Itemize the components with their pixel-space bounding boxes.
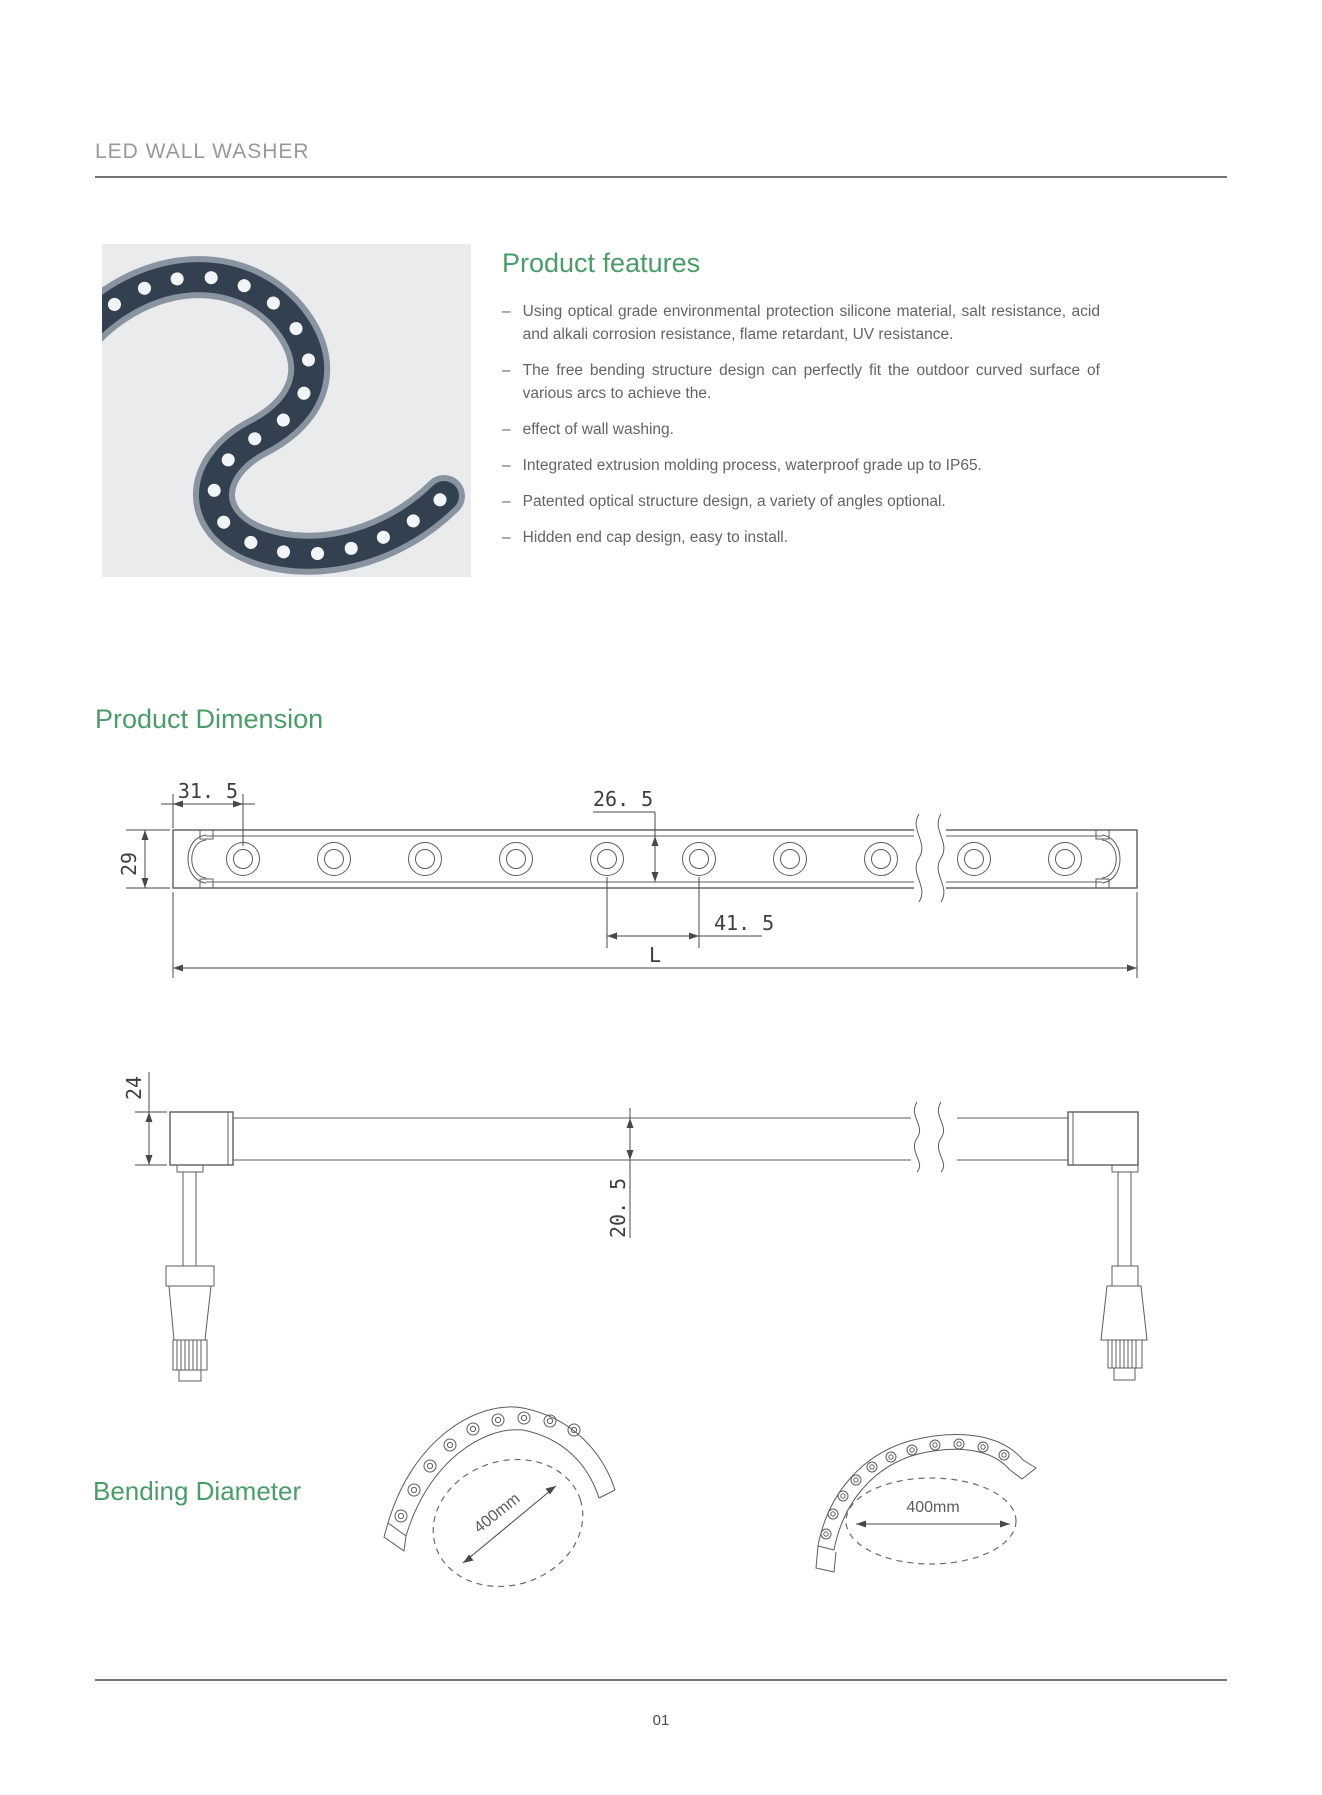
- svg-text:400mm: 400mm: [471, 1490, 524, 1537]
- dimension-title: Product Dimension: [95, 704, 324, 734]
- bar-side: [170, 1112, 1138, 1165]
- svg-text:41. 5: 41. 5: [714, 911, 775, 935]
- led: [774, 843, 807, 876]
- feature-item: – Using optical grade environmental protection silicone material, salt resistance, acid and alkali corrosion resistance, flame retardant, UV resistance.: [502, 300, 1100, 346]
- svg-text:31. 5: 31. 5: [177, 779, 239, 803]
- bending-diagram-right: [788, 1398, 1083, 1583]
- footer-divider: [95, 1679, 1227, 1681]
- dim-29: [117, 830, 170, 888]
- bent-strip: [384, 1407, 615, 1551]
- top-view-drawing: [88, 756, 1233, 991]
- features-title: Product features: [502, 248, 701, 278]
- led: [683, 843, 716, 876]
- strip-leds: [395, 1412, 580, 1522]
- side-view-drawing: [95, 1048, 1240, 1393]
- page-number: 01: [652, 1712, 670, 1729]
- dim-400mm-right: [856, 1499, 1010, 1528]
- bullet-dash: –: [502, 529, 511, 546]
- bend-circle: [417, 1441, 600, 1606]
- feature-item: – Integrated extrusion molding process, waterproof grade up to IP65.: [502, 454, 1100, 477]
- svg-text:24: 24: [122, 1075, 146, 1100]
- led: [1049, 843, 1082, 876]
- svg-text:26. 5: 26. 5: [593, 787, 654, 811]
- bullet-dash: –: [502, 421, 511, 438]
- led: [500, 843, 533, 876]
- bending-title: Bending Diameter: [93, 1476, 302, 1506]
- page-title: LED WALL WASHER: [95, 140, 310, 163]
- feature-item: – Hidden end cap design, easy to install.: [502, 526, 1100, 549]
- dim-400mm-left: [463, 1486, 556, 1563]
- bend-circle: [846, 1478, 1016, 1564]
- product-photo: [102, 244, 471, 577]
- break-symbol: [914, 814, 946, 902]
- bullet-dash: –: [502, 493, 511, 510]
- dim-20-5: [606, 1108, 634, 1238]
- led-strip-photo-drawing: [102, 244, 471, 577]
- left-cable-connector: [166, 1165, 214, 1381]
- svg-text:29: 29: [117, 851, 141, 876]
- led: [958, 843, 991, 876]
- led: [591, 843, 624, 876]
- svg-text:L: L: [648, 943, 662, 967]
- led: [865, 843, 898, 876]
- led: [318, 843, 351, 876]
- feature-item: – The free bending structure design can perfectly fit the outdoor curved surface of various arcs to achieve the.: [502, 359, 1100, 405]
- right-cable-connector: [1101, 1165, 1147, 1380]
- led: [409, 843, 442, 876]
- feature-item: – Patented optical structure design, a variety of angles optional.: [502, 490, 1100, 513]
- svg-text:400mm: 400mm: [906, 1499, 960, 1516]
- bending-diagram-left: [368, 1378, 673, 1623]
- bullet-dash: –: [502, 303, 511, 320]
- features-list: [502, 300, 1100, 562]
- led: [227, 843, 260, 876]
- header-divider: [95, 176, 1227, 178]
- dim-length: [173, 892, 1137, 978]
- dim-24: [122, 1072, 167, 1165]
- bullet-dash: –: [502, 457, 511, 474]
- break-symbol: [911, 1102, 957, 1172]
- bullet-dash: –: [502, 362, 511, 379]
- svg-text:20. 5: 20. 5: [606, 1177, 630, 1238]
- feature-item: – effect of wall washing.: [502, 418, 1100, 441]
- led-row: [227, 843, 1082, 876]
